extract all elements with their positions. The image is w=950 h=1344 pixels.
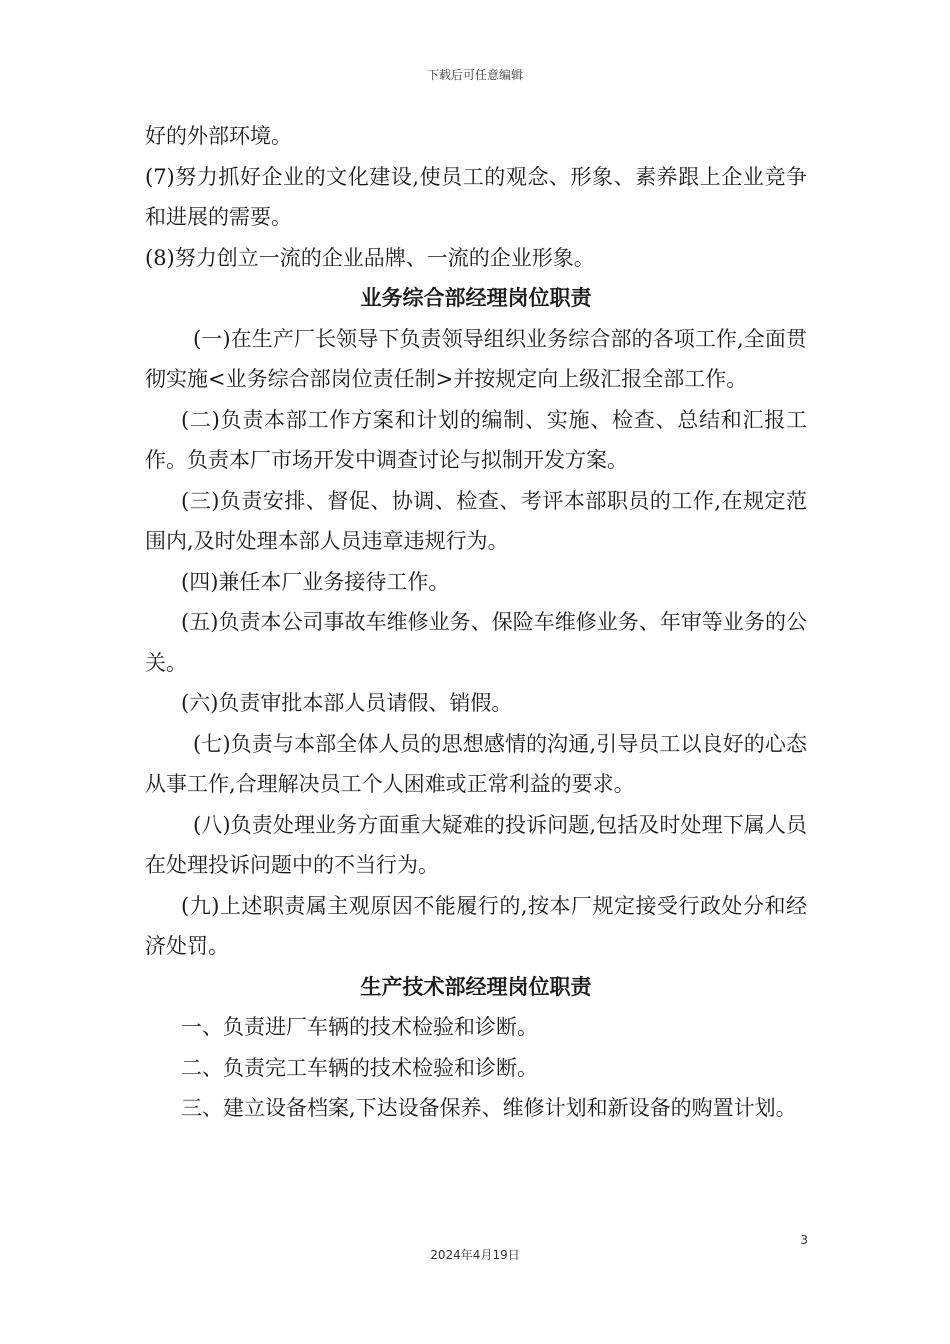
paragraph: 二、负责完工车辆的技术检验和诊断。 [181,1055,538,1080]
paragraph: (七)负责与本部全体人员的思想感情的沟通,引导员工以良好的心态从事工作,合理解决员工个人困难或正常利益的要求。 [145,731,807,796]
paragraph: (7)努力抓好企业的文化建设,使员工的观念、形象、素养跟上企业竞争和进展的需要。 [145,164,807,229]
paragraph: 三、建立设备档案,下达设备保养、维修计划和新设备的购置计划。 [181,1096,797,1120]
paragraph: (五)负责本公司事故车维修业务、保险车维修业务、年审等业务的公关。 [145,610,807,675]
paragraph: (8)努力创立一流的企业品牌、一流的企业形象。 [145,245,595,270]
paragraph: (一)在生产厂长领导下负责领导组织业务综合部的各项工作,全面贯彻实施<业务综合部岗位责任制>并按规定向上级汇报全部工作。 [145,326,807,391]
footer-date: 2024年4月19日 [430,1248,520,1262]
document-body [145,116,807,1129]
paragraph: (二)负责本部工作方案和计划的编制、实施、检查、总结和汇报工作。负责本厂市场开发中调查讨论与拟制开发方案。 [145,407,807,472]
page-number: 3 [800,1233,808,1247]
paragraph: (四)兼任本厂业务接待工作。 [181,569,450,594]
header-note: 下载后可任意编辑 [426,68,523,82]
paragraph: (九)上述职责属主观原因不能履行的,按本厂规定接受行政处分和经济处罚。 [145,893,807,958]
paragraph: 好的外部环境。 [145,124,292,148]
section-heading-technical: 生产技术部经理岗位职责 [360,974,592,999]
section-heading-business: 业务综合部经理岗位职责 [360,286,592,310]
paragraph: (八)负责处理业务方面重大疑难的投诉问题,包括及时处理下属人员在处理投诉问题中的不当行为。 [145,812,807,877]
paragraph: (六)负责审批本部人员请假、销假。 [181,691,513,715]
paragraph: 一、负责进厂车辆的技术检验和诊断。 [181,1015,538,1039]
paragraph: (三)负责安排、督促、协调、检查、考评本部职员的工作,在规定范围内,及时处理本部人员违章违规行为。 [145,488,807,553]
